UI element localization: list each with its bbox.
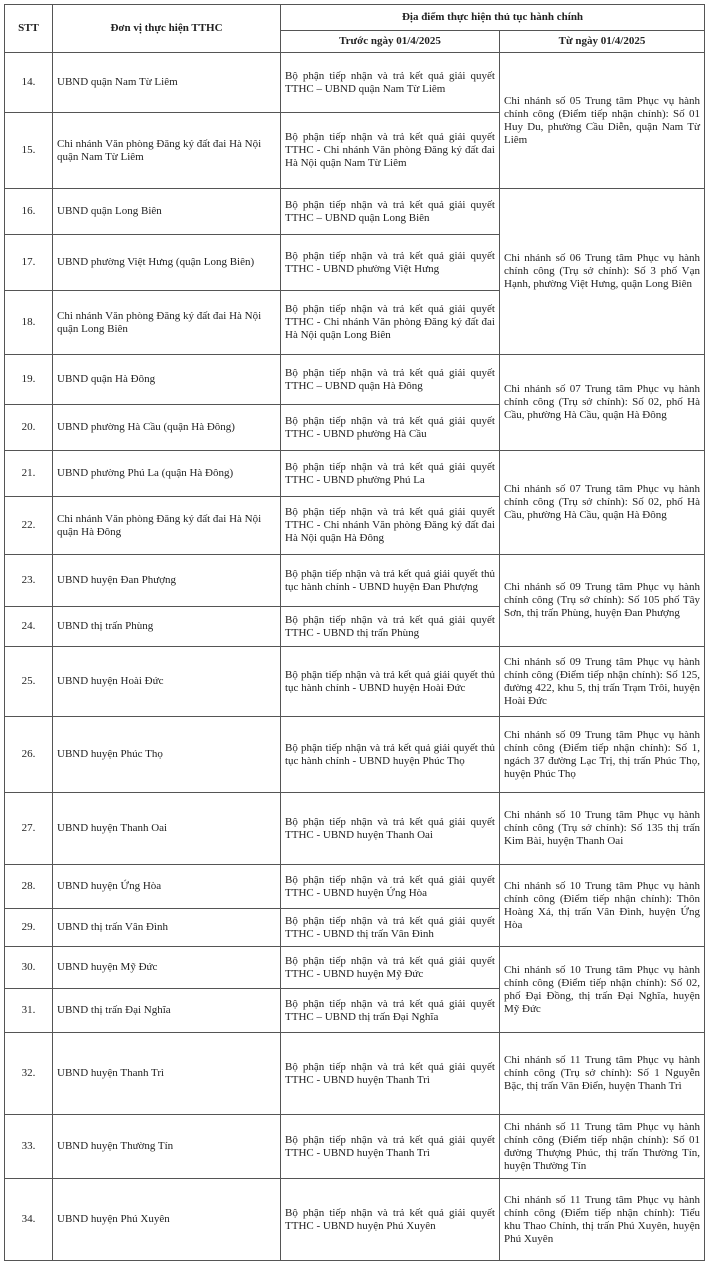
row-before: Bộ phận tiếp nhận và trả kết quả giải quyết TTHC - UBND huyện Ứng Hòa [281,865,500,909]
row-unit: UBND huyện Thanh Oai [53,793,281,865]
row-unit: UBND huyện Thanh Trì [53,1033,281,1115]
row-before: Bộ phận tiếp nhận và trả kết quả giải quyết TTHC - UBND huyện Phú Xuyên [281,1179,500,1261]
table-row [5,189,705,235]
row-unit: UBND quận Nam Từ Liêm [53,53,281,113]
row-unit: UBND thị trấn Đại Nghĩa [53,989,281,1033]
table-row [5,1179,705,1261]
row-before: Bộ phận tiếp nhận và trả kết quả giải quyết TTHC – UBND thị trấn Đại Nghĩa [281,989,500,1033]
table-row [5,53,705,113]
row-unit: UBND phường Hà Cầu (quận Hà Đông) [53,405,281,451]
row-unit: UBND thị trấn Phùng [53,607,281,647]
row-unit: UBND thị trấn Vân Đình [53,909,281,947]
row-unit: UBND quận Hà Đông [53,355,281,405]
header-after: Từ ngày 01/4/2025 [500,31,705,53]
row-before: Bộ phận tiếp nhận và trả kết quả giải quyết TTHC - UBND phường Hà Cầu [281,405,500,451]
row-stt: 25. [5,647,53,717]
row-unit: UBND huyện Phúc Thọ [53,717,281,793]
row-unit: Chi nhánh Văn phòng Đăng ký đất đai Hà Nội quận Nam Từ Liêm [53,113,281,189]
row-unit: UBND phường Việt Hưng (quận Long Biên) [53,235,281,291]
row-stt: 22. [5,497,53,555]
row-stt: 23. [5,555,53,607]
row-after: Chi nhánh số 10 Trung tâm Phục vụ hành chính công (Điểm tiếp nhận chính): Thôn Hoàng Xá, thị trấn Vân Đình, huyện Ứng Hòa [500,865,705,947]
row-stt: 21. [5,451,53,497]
row-unit: Chi nhánh Văn phòng Đăng ký đất đai Hà Nội quận Hà Đông [53,497,281,555]
row-before: Bộ phận tiếp nhận và trả kết quả giải quyết TTHC – UBND quận Long Biên [281,189,500,235]
row-before: Bộ phận tiếp nhận và trả kết quả giải quyết TTHC - Chi nhánh Văn phòng Đăng ký đất đai Hà Nội quận Nam Từ Liêm [281,113,500,189]
row-before: Bộ phận tiếp nhận và trả kết quả giải quyết TTHC - UBND phường Việt Hưng [281,235,500,291]
row-stt: 19. [5,355,53,405]
row-stt: 16. [5,189,53,235]
table-row [5,865,705,909]
table-row [5,793,705,865]
row-after: Chi nhánh số 09 Trung tâm Phục vụ hành chính công (Điểm tiếp nhận chính): Số 125, đường 422, khu 5, thị trấn Trạm Trôi, huyện Hoài Đức [500,647,705,717]
row-unit: UBND huyện Ứng Hòa [53,865,281,909]
table-row [5,717,705,793]
table-row [5,451,705,497]
row-before: Bộ phận tiếp nhận và trả kết quả giải quyết TTHC - Chi nhánh Văn phòng Đăng ký đất đai Hà Nội quận Long Biên [281,291,500,355]
row-stt: 15. [5,113,53,189]
row-unit: UBND quận Long Biên [53,189,281,235]
header-before: Trước ngày 01/4/2025 [281,31,500,53]
row-stt: 14. [5,53,53,113]
row-after: Chi nhánh số 10 Trung tâm Phục vụ hành chính công (Trụ sở chính): Số 135 thị trấn Kim Bài, huyện Thanh Oai [500,793,705,865]
row-after: Chi nhánh số 07 Trung tâm Phục vụ hành chính công (Trụ sở chính): Số 02, phố Hà Cầu, phường Hà Cầu, quận Hà Đông [500,451,705,555]
row-after: Chi nhánh số 09 Trung tâm Phục vụ hành chính công (Điểm tiếp nhận chính): Số 1, ngách 37 đường Lạc Trị, thị trấn Phúc Thọ, huyện Phúc Thọ [500,717,705,793]
row-before: Bộ phận tiếp nhận và trả kết quả giải quyết TTHC – UBND quận Hà Đông [281,355,500,405]
row-unit: Chi nhánh Văn phòng Đăng ký đất đai Hà Nội quận Long Biên [53,291,281,355]
row-before: Bộ phận tiếp nhận và trả kết quả giải quyết TTHC - Chi nhánh Văn phòng Đăng ký đất đai Hà Nội quận Hà Đông [281,497,500,555]
row-stt: 26. [5,717,53,793]
header-unit: Đơn vị thực hiện TTHC [53,5,281,53]
row-before: Bộ phận tiếp nhận và trả kết quả giải quyết thủ tục hành chính - UBND huyện Hoài Đức [281,647,500,717]
table-row [5,555,705,607]
table-row [5,647,705,717]
row-before: Bộ phận tiếp nhận và trả kết quả giải quyết TTHC - UBND phường Phú La [281,451,500,497]
row-stt: 24. [5,607,53,647]
row-before: Bộ phận tiếp nhận và trả kết quả giải quyết TTHC - UBND thị trấn Phùng [281,607,500,647]
row-before: Bộ phận tiếp nhận và trả kết quả giải quyết thủ tục hành chính - UBND huyện Đan Phượng [281,555,500,607]
row-stt: 33. [5,1115,53,1179]
row-after: Chi nhánh số 11 Trung tâm Phục vụ hành chính công (Điểm tiếp nhận chính): Tiểu khu Thao Chính, thị trấn Phú Xuyên, huyện Phú Xuyên [500,1179,705,1261]
row-before: Bộ phận tiếp nhận và trả kết quả giải quyết TTHC - UBND thị trấn Vân Đình [281,909,500,947]
row-stt: 31. [5,989,53,1033]
row-unit: UBND huyện Đan Phượng [53,555,281,607]
row-after: Chi nhánh số 07 Trung tâm Phục vụ hành chính công (Trụ sở chính): Số 02, phố Hà Cầu, phường Hà Cầu, quận Hà Đông [500,355,705,451]
header-location-group: Địa điểm thực hiện thủ tục hành chính [281,5,705,31]
row-unit: UBND huyện Phú Xuyên [53,1179,281,1261]
row-stt: 32. [5,1033,53,1115]
table-row [5,355,705,405]
document-page [4,4,705,1261]
row-after: Chi nhánh số 10 Trung tâm Phục vụ hành chính công (Điểm tiếp nhận chính): Số 02, phố Đại Đồng, thị trấn Đại Nghĩa, huyện Mỹ Đức [500,947,705,1033]
header-stt: STT [5,5,53,53]
row-before: Bộ phận tiếp nhận và trả kết quả giải quyết TTHC - UBND huyện Mỹ Đức [281,947,500,989]
row-unit: UBND huyện Hoài Đức [53,647,281,717]
row-after: Chi nhánh số 05 Trung tâm Phục vụ hành chính công (Điểm tiếp nhận chính): Số 01 Huy Du, phường Cầu Diễn, quận Nam Từ Liêm [500,53,705,189]
row-before: Bộ phận tiếp nhận và trả kết quả giải quyết TTHC – UBND quận Nam Từ Liêm [281,53,500,113]
row-after: Chi nhánh số 09 Trung tâm Phục vụ hành chính công (Trụ sở chính): Số 105 phố Tây Sơn, thị trấn Phùng, huyện Đan Phượng [500,555,705,647]
table-row [5,1115,705,1179]
row-stt: 20. [5,405,53,451]
row-before: Bộ phận tiếp nhận và trả kết quả giải quyết TTHC - UBND huyện Thanh Oai [281,793,500,865]
row-stt: 18. [5,291,53,355]
row-before: Bộ phận tiếp nhận và trả kết quả giải quyết TTHC - UBND huyện Thanh Trì [281,1033,500,1115]
row-after: Chi nhánh số 11 Trung tâm Phục vụ hành chính công (Điểm tiếp nhận chính): Số 01 đường Thượng Phúc, thị trấn Thường Tín, huyện Thường Tín [500,1115,705,1179]
table-row [5,947,705,989]
row-before: Bộ phận tiếp nhận và trả kết quả giải quyết thủ tục hành chính - UBND huyện Phúc Thọ [281,717,500,793]
row-unit: UBND huyện Mỹ Đức [53,947,281,989]
row-unit: UBND phường Phú La (quận Hà Đông) [53,451,281,497]
row-unit: UBND huyện Thường Tín [53,1115,281,1179]
table-row [5,1033,705,1115]
row-stt: 34. [5,1179,53,1261]
row-before: Bộ phận tiếp nhận và trả kết quả giải quyết TTHC - UBND huyện Thanh Trì [281,1115,500,1179]
row-stt: 29. [5,909,53,947]
procedure-location-table [4,4,705,1261]
row-after: Chi nhánh số 11 Trung tâm Phục vụ hành chính công (Trụ sở chính): Số 1 Nguyễn Bặc, thị trấn Văn Điển, huyện Thanh Trì [500,1033,705,1115]
row-stt: 28. [5,865,53,909]
row-stt: 27. [5,793,53,865]
row-stt: 30. [5,947,53,989]
row-after: Chi nhánh số 06 Trung tâm Phục vụ hành chính công (Trụ sở chính): Số 3 phố Vạn Hạnh, phường Việt Hưng, quận Long Biên [500,189,705,355]
row-stt: 17. [5,235,53,291]
